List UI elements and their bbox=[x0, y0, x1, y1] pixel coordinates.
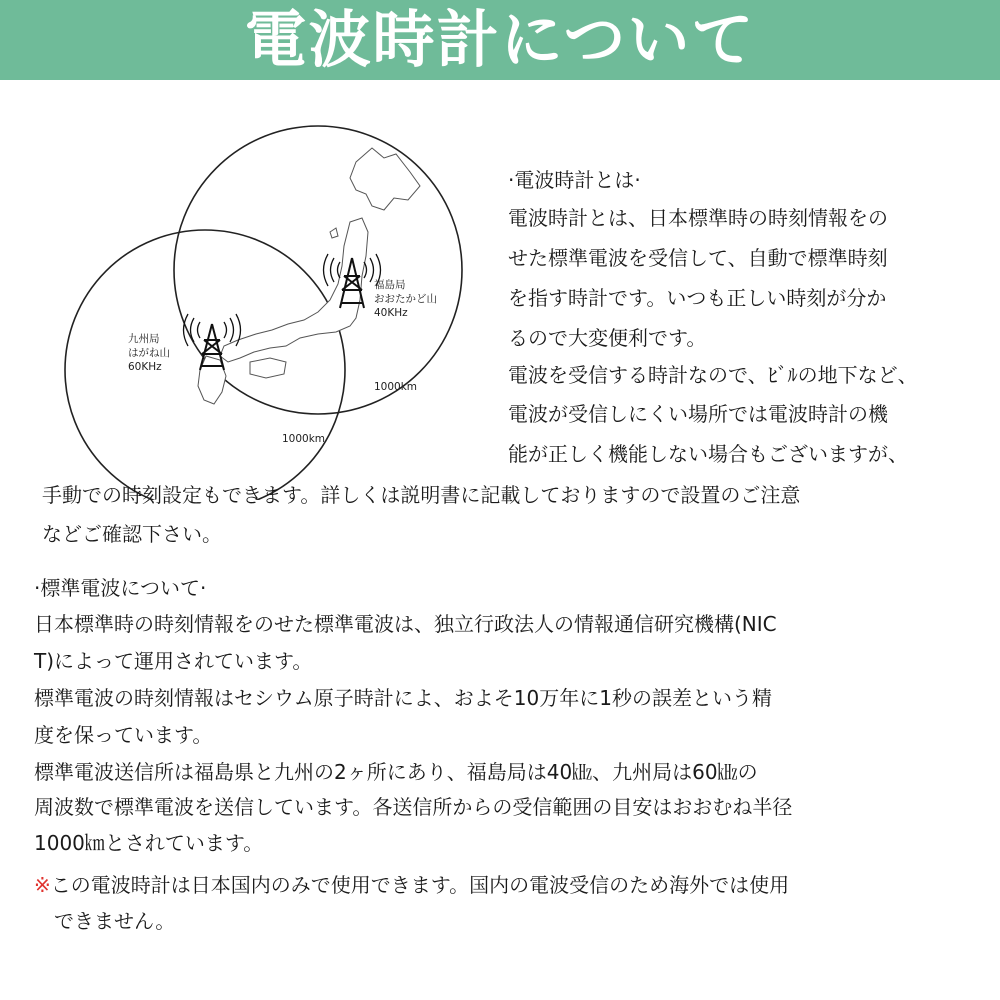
reception-range-map bbox=[0, 100, 500, 500]
section2-heading: ·標準電波について· bbox=[34, 576, 207, 600]
section1-line: せた標準電波を受信して、自動で標準時刻 bbox=[508, 246, 888, 270]
note-mark: ※ bbox=[34, 873, 51, 897]
usage-note bbox=[34, 870, 789, 900]
section2-line: 度を保っています。 bbox=[34, 723, 213, 747]
kyushu-frequency: 60KHz bbox=[128, 361, 162, 373]
fukushima-station-name: 福島局 bbox=[374, 279, 406, 291]
section1-full-line: 手動での時刻設定もできます。詳しくは説明書に記載しておりますので設置のご注意 bbox=[42, 483, 801, 507]
section1-line: 電波が受信しにくい場所では電波時計の機 bbox=[508, 402, 888, 426]
section2-line: T)によって運用されています。 bbox=[34, 649, 313, 673]
fukushima-range-label: 1000km bbox=[374, 381, 418, 393]
section1-heading: ·電波時計とは· bbox=[508, 168, 641, 192]
section1-line: 電波時計とは、日本標準時の時刻情報をの bbox=[508, 206, 888, 230]
section2-line: 周波数で標準電波を送信しています。各送信所からの受信範囲の目安はおおむね半径 bbox=[34, 795, 793, 819]
note-line2: できません。 bbox=[54, 909, 176, 933]
kyushu-mountain-name: はがね山 bbox=[128, 347, 170, 359]
section1-line: 能が正しく機能しない場合もございますが、 bbox=[508, 442, 908, 466]
section2-line: 標準電波送信所は福島県と九州の2ヶ所にあり、福島局は40㎑、九州局は60㎑の bbox=[34, 760, 758, 784]
note-line1: この電波時計は日本国内のみで使用できます。国内の電波受信のため海外では使用 bbox=[50, 873, 790, 897]
section1-full-line: などご確認下さい。 bbox=[42, 522, 222, 546]
section1-line: るので大変便利です。 bbox=[508, 326, 707, 350]
section1-line: 電波を受信する時計なので、ﾋﾞﾙの地下など、 bbox=[508, 363, 918, 387]
section2-line: 日本標準時の時刻情報をのせた標準電波は、独立行政法人の情報通信研究機構(NIC bbox=[34, 612, 777, 636]
kyushu-station-name: 九州局 bbox=[128, 333, 160, 345]
section2-line: 1000㎞とされています。 bbox=[34, 831, 264, 855]
kyushu-range-label: 1000km bbox=[282, 433, 326, 445]
section1-line: を指す時計です。いつも正しい時刻が分か bbox=[508, 286, 887, 310]
page-title: 電波時計について bbox=[244, 3, 756, 76]
fukushima-frequency: 40KHz bbox=[374, 307, 408, 319]
section2-line: 標準電波の時刻情報はセシウム原子時計によ、およそ10万年に1秒の誤差という精 bbox=[34, 686, 772, 710]
fukushima-mountain-name: おおたかど山 bbox=[374, 293, 437, 305]
